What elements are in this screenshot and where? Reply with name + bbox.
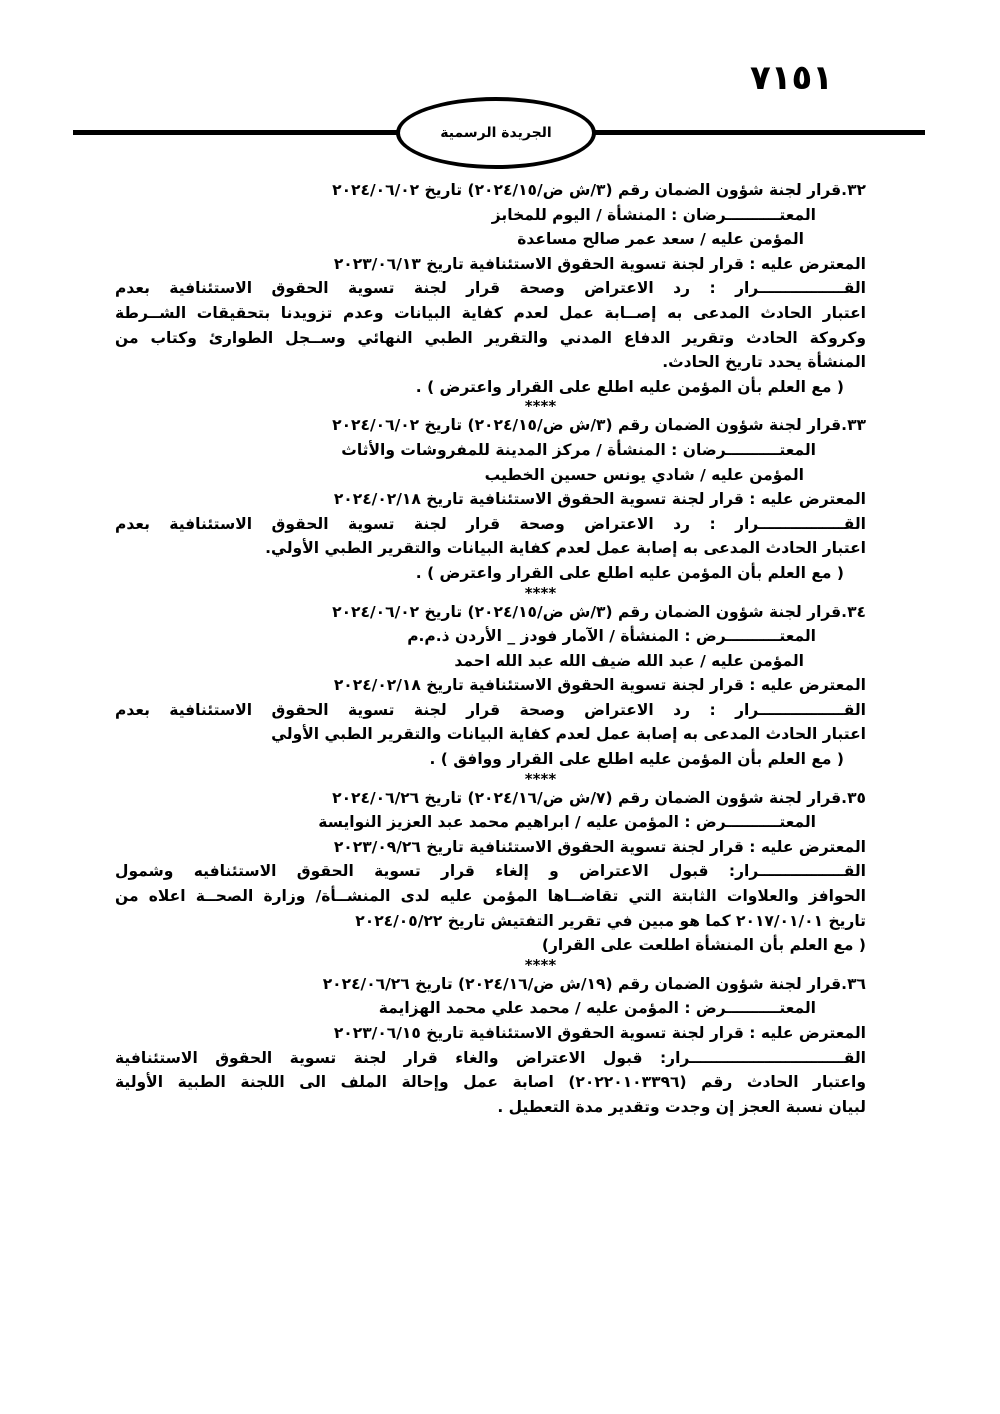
section-separator: ****: [524, 955, 557, 974]
decision-line: القــــــــــــــــرار : رد الاعتراض وصحة قرار لجنة تسوية الحقوق الاستئنافية بعدم: [115, 700, 866, 719]
decision-line: الحوافز والعلاوات الثابتة التي تقاضــاها المؤمن عليه لدى المنشــأة/ وزارة الصحــة اعلاه من: [115, 887, 866, 906]
decision-heading: ٣٣.قرار لجنة شؤون الضمان رقم (٣/ش ض/٢٠٢٤/١٥) تاريخ ٢٠٢٤/٠٦/٠٢: [332, 416, 866, 435]
decision-line: القـــــــــــــــــــــــــــــرار: قبول الاعتراض والغاء قرار لجنة تسوية الحقوق الاستئنافية: [115, 1048, 866, 1067]
decision-line: القــــــــــــــــرار : رد الاعتراض وصحة قرار لجنة تسوية الحقوق الاستئنافية بعدم: [115, 514, 866, 533]
decision-line: المعترض عليه : قرار لجنة تسوية الحقوق الاستئنافية تاريخ ٢٠٢٤/٠٢/١٨: [333, 490, 866, 509]
decision-section: [115, 178, 866, 416]
decision-line: المنشأة يحدد تاريخ الحادث.: [662, 353, 866, 372]
decision-line: المعتــــــــــرض : المنشأة / الآمار فودز _ الأردن ذ.م.م: [407, 627, 816, 646]
section-separator: ****: [524, 583, 557, 602]
decision-line: المؤمن عليه / عبد الله ضيف الله عبد الله احمد: [454, 651, 804, 670]
decision-line: المعتــــــــــرض : المؤمن عليه / ابراهيم محمد عبد العزيز النوايسة: [318, 813, 816, 832]
decision-section: [115, 413, 866, 602]
decision-line: ( مع العلم بأن المؤمن عليه اطلع على القرار ووافق ) .: [429, 750, 844, 769]
header-rule-left: [73, 130, 403, 135]
publication-title: الجريدة الرسمية: [440, 125, 552, 141]
decision-line: ( مع العلم بأن المؤمن عليه اطلع على القرار واعترض ) .: [415, 377, 844, 396]
publication-seal: [396, 97, 596, 169]
decision-line: المعترض عليه : قرار لجنة تسوية الحقوق الاستئنافية تاريخ ٢٠٢٣/٠٦/١٥: [333, 1024, 866, 1042]
decision-line: القــــــــــــــــرار : رد الاعتراض وصحة قرار لجنة تسوية الحقوق الاستئنافية بعدم: [115, 279, 866, 298]
decision-line: ( مع العلم بأن المنشأة اطلعت على القرار): [541, 936, 866, 955]
decision-heading: ٣٢.قرار لجنة شؤون الضمان رقم (٣/ش ض/٢٠٢٤/١٥) تاريخ ٢٠٢٤/٠٦/٠٢: [332, 181, 866, 199]
decision-line: تاريخ ٢٠١٧/٠١/٠١ كما هو مبين في تقرير التفتيش تاريخ ٢٠٢٤/٠٥/٢٢: [355, 911, 866, 930]
decision-line: اعتبار الحادث المدعى به إصابة عمل لعدم كفاية البيانات والتقرير الطبي الأولي.: [265, 539, 866, 558]
decision-line: المعترض عليه : قرار لجنة تسوية الحقوق الاستئنافية تاريخ ٢٠٢٤/٠٢/١٨: [333, 676, 866, 695]
decision-line: اعتبار الحادث المدعى به إصابة عمل لعدم كفاية البيانات والتقرير الطبي الأولي: [271, 725, 866, 744]
decision-line: وكروكة الحادث وتقرير الدفاع المدني والتقرير الطبي النهائي وســجل الطوارئ وكتاب من: [115, 328, 866, 347]
decision-section: [115, 600, 866, 786]
decision-line: المعترض عليه : قرار لجنة تسوية الحقوق الاستئنافية تاريخ ٢٠٢٣/٠٩/٢٦: [333, 837, 866, 856]
decision-section: [115, 972, 866, 1120]
decision-line: واعتبار الحادث رقم (٢٠٢٢٠١٠٣٣٩٦) اصابة عمل وإحالة الملف الى اللجنة الطبية الأولية: [115, 1073, 866, 1092]
decision-section: [115, 786, 866, 972]
decision-heading: ٣٤.قرار لجنة شؤون الضمان رقم (٣/ش ض/٢٠٢٤/١٥) تاريخ ٢٠٢٤/٠٦/٠٢: [332, 602, 866, 621]
decision-line: القــــــــــــــــرار: قبول الاعتراض و إلغاء قرار تسوية الحقوق الاستئنافيه وشمول: [115, 862, 866, 881]
decision-heading: ٣٦.قرار لجنة شؤون الضمان رقم (١٩/ش ض/٢٠٢٤/١٦) تاريخ ٢٠٢٤/٠٦/٢٦: [322, 974, 866, 993]
decision-line: المعتــــــــــرضان : المنشأة / مركز المدينة للمفروشات والأثاث: [341, 440, 816, 459]
section-separator: ****: [524, 397, 557, 416]
decision-line: المعتــــــــــرضان : المنشأة / اليوم للمخابز: [491, 205, 816, 224]
header-rule-right: [590, 130, 925, 135]
decision-line: المعتــــــــــرض : المؤمن عليه / محمد علي محمد الهزايمة: [378, 999, 816, 1018]
decision-line: ( مع العلم بأن المؤمن عليه اطلع على القرار واعترض ) .: [415, 563, 844, 582]
section-separator: ****: [524, 769, 557, 788]
decision-line: المؤمن عليه / شادي يونس حسين الخطيب: [484, 465, 804, 484]
decision-line: المؤمن عليه / سعد عمر صالح مساعدة: [517, 230, 804, 249]
decision-line: اعتبار الحادث المدعى به إصــابة عمل لعدم كفاية البيانات وعدم تزويدنا بتحقيقات الشــرطة: [115, 303, 866, 322]
decision-line: المعترض عليه : قرار لجنة تسوية الحقوق الاستئنافية تاريخ ٢٠٢٣/٠٦/١٣: [333, 254, 866, 273]
decision-heading: ٣٥.قرار لجنة شؤون الضمان رقم (٧/ش ض/٢٠٢٤/١٦) تاريخ ٢٠٢٤/٠٦/٢٦: [332, 788, 866, 807]
decisions-content: [115, 178, 866, 1119]
page-number: ٧١٥١: [750, 58, 834, 98]
decision-line: لبيان نسبة العجز إن وجدت وتقدير مدة التعطيل .: [497, 1097, 866, 1116]
